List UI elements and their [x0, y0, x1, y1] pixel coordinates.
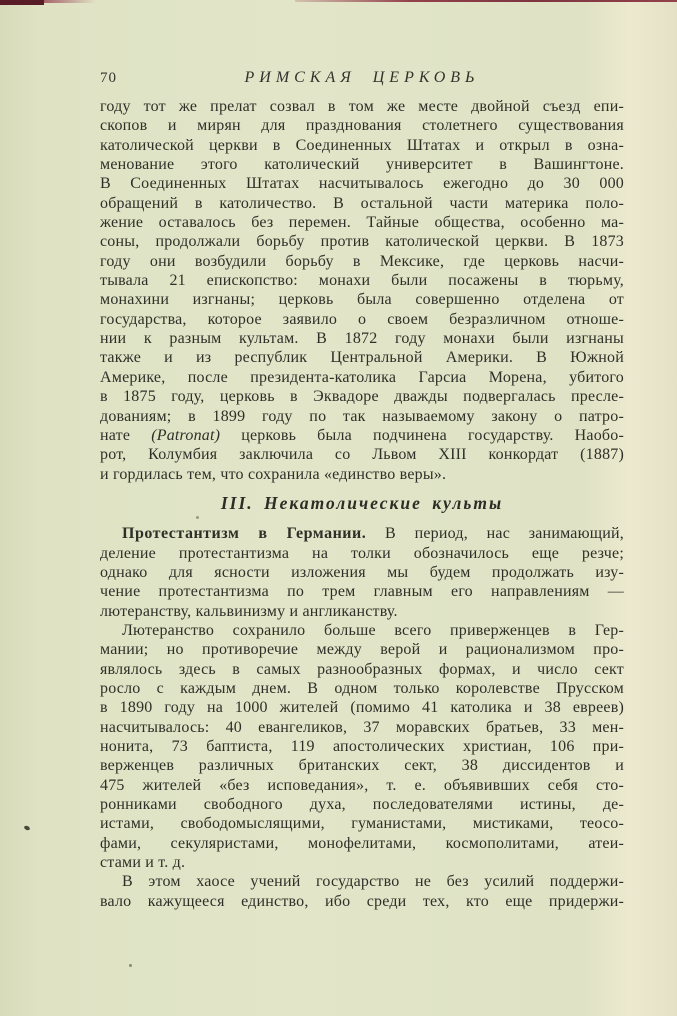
text-line: в 1890 году на 1000 жителей (помимо 41 католика и 38 евреев) — [100, 699, 624, 717]
text-line: насчитывалось: 40 евангеликов, 37 моравских братьев, 33 мен- — [100, 718, 624, 736]
paragraph-lead-line: Лютеранство сохранило больше всего приверженцев в Гер- — [122, 621, 624, 639]
running-head-title: РИМСКАЯ ЦЕРКОВЬ — [244, 69, 480, 86]
paragraph-1-lines — [100, 97, 624, 426]
text-line: монахини изгнаны; церковь была совершенно отделена от — [100, 291, 624, 309]
paragraph-lead-line: В этом хаосе учений государство не без усилий поддержи- — [122, 873, 624, 891]
paragraph-last-line: и гордилась тем, что сохранила «единство веры». — [100, 465, 447, 483]
text-line: вало кажущееся единство, ибо среди тех, кто еще придержи- — [100, 892, 624, 910]
paragraph-4-lines — [100, 892, 624, 911]
text-segment: нате — [100, 426, 152, 444]
scan-edge-artifact-right — [295, 0, 677, 2]
bold-lead-phrase: Протестантизм в Германии. — [122, 525, 367, 543]
text-line: тывала 21 епископство: монахи были посажены в тюрьму, — [100, 272, 624, 290]
text-line-patronat — [100, 426, 624, 445]
text-line: В Соединенных Штатах насчитывалось ежегодно до 30 000 — [100, 175, 624, 193]
text-line: обращений в католичество. В остальной части материка поло- — [100, 194, 624, 212]
paragraph-2 — [100, 524, 624, 621]
text-line: также и из республик Центральной Америки. В Южной — [100, 349, 624, 367]
ink-speck — [129, 964, 132, 967]
text-line: чение протестантизма по трем главным его направлениям — — [100, 583, 624, 601]
text-line: католической церкви в Соединенных Штатах и открыл в озна- — [100, 136, 624, 154]
section-heading: III. Некатолические культы — [220, 492, 504, 513]
text-line: рот, Колумбия заключила со Львом XIII конкордат (1887) — [100, 446, 624, 464]
running-header — [100, 69, 624, 89]
text-segment: В период, нас занимающий, — [366, 525, 624, 543]
text-line: нонита, 73 баптиста, 119 апостолических христиан, 106 при- — [100, 738, 624, 755]
text-line: дованиям; в 1899 году по так называемому закону о патро- — [100, 407, 624, 425]
ink-speck — [23, 825, 30, 831]
paragraph-3 — [100, 621, 624, 872]
text-line: однако для ясности изложения мы будем продолжать изу- — [100, 563, 624, 581]
text-line: нии к разным культам. В 1872 году монахи были изгнаны — [100, 330, 624, 348]
paragraph-last-line: лютеранству, кальвинизму и англиканству. — [100, 602, 398, 620]
scan-edge-artifact-fade — [44, 0, 96, 3]
paragraph-3-lines — [100, 640, 624, 853]
paragraph-last-line: стами и т. д. — [100, 854, 186, 872]
text-segment: церковь была подчинена государству. Наобо- — [220, 426, 624, 444]
text-line: государства, которое заявило о своем безразличном отноше- — [100, 310, 624, 328]
text-line: деление протестантизма на толки обозначилось еще резче; — [100, 544, 624, 562]
paragraph-2-lines — [100, 544, 624, 602]
text-line: росло с каждым днем. В одном только королевстве Прусском — [100, 679, 624, 697]
text-line: соны, продолжали борьбу против католической церкви. В 1873 — [100, 233, 624, 251]
scan-edge-artifact-left — [0, 0, 44, 5]
text-line: году тот же прелат созвал в том же месте двойной съезд епи- — [100, 98, 624, 115]
text-line: мании; но противоречие между верой и рационализмом про- — [100, 641, 624, 659]
text-line: менование этого католический университет в Вашингтоне. — [100, 156, 624, 174]
text-line: году они возбудили борьбу в Мексике, где церковь насчи- — [100, 252, 624, 270]
text-line: скопов и мирян для празднования столетнего существования — [100, 117, 624, 135]
text-line: Америке, после президента-католика Гарсиа Морена, убитого — [100, 368, 624, 386]
text-block — [100, 97, 624, 911]
text-line: 475 жителей «без исповедания», т. е. объявивших себя сто- — [100, 776, 624, 794]
paragraph-1 — [100, 97, 624, 484]
text-line: ронниками свободного духа, последователями истины, де- — [100, 796, 624, 814]
page-number: 70 — [100, 70, 117, 86]
text-line: истами, свободомыслящими, гуманистами, мистиками, теосо- — [100, 815, 624, 833]
paragraph-lead-line — [100, 524, 624, 543]
latin-italic-term: (Patronat) — [151, 426, 221, 444]
text-line: фами, секуляристами, монофелитами, космополитами, атеи- — [100, 834, 624, 852]
text-line: в 1875 году, церковь в Эквадоре дважды подвергалась пресле- — [100, 388, 624, 406]
text-line: верженцев различных британских сект, 38 диссидентов и — [100, 757, 624, 775]
text-line: являлось здесь в самых разнообразных формах, и число сект — [100, 660, 624, 678]
paragraph-4 — [100, 872, 624, 911]
text-line: жение оставалось без перемен. Тайные общества, особенно ма- — [100, 214, 624, 232]
